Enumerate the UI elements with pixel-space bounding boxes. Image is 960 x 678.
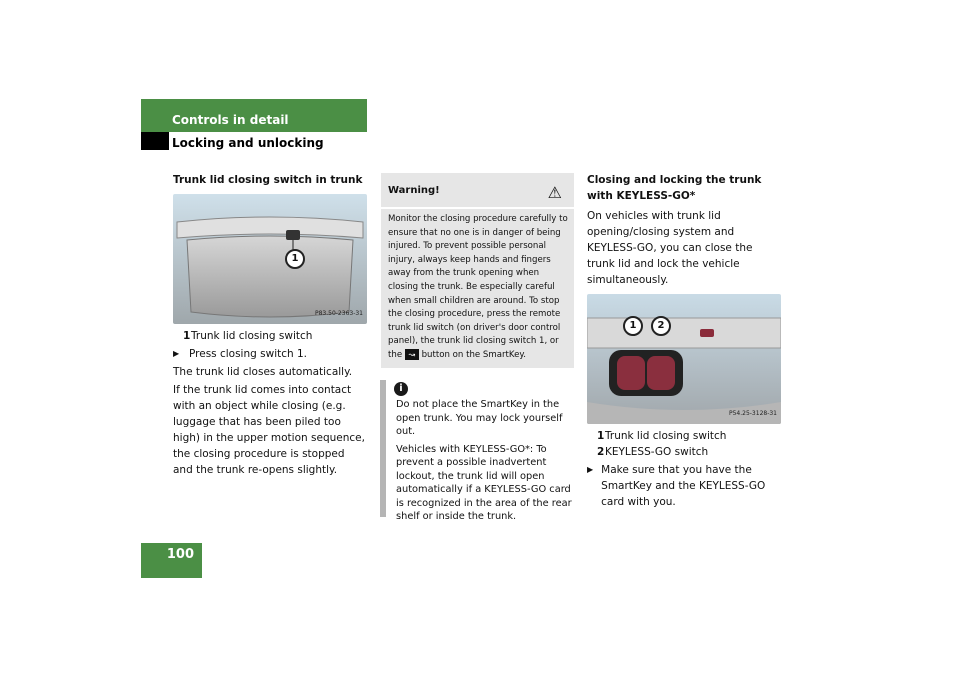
left-heading: Trunk lid closing switch in trunk (173, 174, 363, 186)
info-note (380, 380, 576, 522)
image-code: P54.25-3128-31 (728, 410, 777, 417)
callout-1: 1 (285, 249, 305, 269)
header-marker (141, 132, 169, 150)
legend-item: 2KEYLESS-GO switch (597, 446, 709, 458)
keyless-go-photo (587, 294, 781, 424)
page-number: 100 (166, 547, 194, 562)
right-heading: Closing and locking the trunk with KEYLESS-GO* (587, 174, 762, 202)
info-icon: i (394, 382, 408, 396)
paragraph: If the trunk lid comes into contact with an object while closing (e.g. luggage that has been piled too high) in the upper motion sequence, the closing procedure is stopped and the trunk re-opens slightly. (173, 384, 365, 476)
divider (381, 207, 574, 209)
callout-1: 1 (623, 316, 643, 336)
paragraph: The trunk lid closes automatically. (173, 366, 353, 378)
right-column (587, 172, 781, 512)
left-column (173, 172, 367, 478)
bullet-arrow-icon: ▶ (173, 349, 180, 358)
trunk-lid-photo (173, 194, 367, 324)
callout-2: 2 (651, 316, 671, 336)
legend-item: 1Trunk lid closing switch (597, 430, 727, 442)
info-bar (380, 380, 386, 517)
warning-box (381, 173, 574, 368)
keyless-go-illustration (587, 294, 781, 424)
instruction-bullet: ▶ Press closing switch 1. (173, 348, 308, 360)
legend-item: 1Trunk lid closing switch (183, 330, 313, 342)
trunk-lid-illustration (173, 194, 367, 324)
page-number-box (141, 543, 202, 578)
paragraph: On vehicles with trunk lid opening/closing system and KEYLESS-GO, you can close the trunk lid and lock the vehicle simultaneously. (587, 210, 753, 286)
warning-triangle-icon: ⚠ (547, 183, 562, 202)
section-title: Controls in detail (172, 113, 289, 127)
warning-title: Warning! (388, 185, 440, 196)
bullet-arrow-icon: ▶ (587, 465, 594, 474)
info-text: Do not place the SmartKey in the open trunk. You may lock yourself out. Vehicles with KEYLESS-GO*: To prevent a possible inadvertent lockout, the trunk lid will open automatically if a KEYLESS-GO card is recognized in the area of the rear shelf or inside the trunk. (396, 399, 572, 522)
instruction-bullet: ▶ Make sure that you have the SmartKey and the KEYLESS-GO card with you. (587, 464, 766, 508)
subsection-title: Locking and unlocking (172, 136, 324, 150)
trunk-button-icon: ↝ (405, 349, 419, 360)
image-code: P83.50-2363-31 (314, 310, 363, 317)
warning-text: Monitor the closing procedure carefully to ensure that no one is in danger of being injured. To prevent possible personal injury, always keep hands and fingers away from the trunk opening when closing the trunk. Be especially careful when small children are around. To stop the closing procedure, press the remote trunk lid switch (on driver's door control panel), the trunk lid closing switch 1, or the ↝ button on the SmartKey. (388, 214, 568, 360)
